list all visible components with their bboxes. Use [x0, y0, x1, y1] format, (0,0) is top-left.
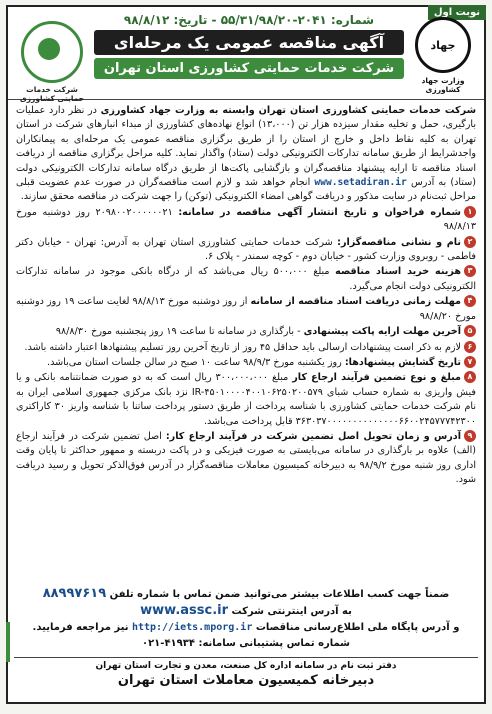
contact-line-1	[16, 586, 476, 603]
item-text: مبلغ ۳۰۰،۰۰۰،۰۰۰ ریال است که به دو صورت ضمانتنامه بانکی و یا فیش واریزی به شماره حساب شبای IR-۴۵۰۱۰۰۰۰۴۰۰۱۰۶۲۵۰۲۰۰۵۷۹ نزد بانک مرکزی جمهوری اسلامی ایران به نام شرکت خدمات حمایتی کشاورزی با شناسه پرداخت از طریق دستور پرداخت ساتنا با شناسه واریز ۳۰ کاراکتری ۳۶۳۰۳۷۰۰۰۰۰۰۰۰۰۰۰۰۰۰۶۶۰۰۲۴۵۷۷۷۴۲۳۰۰ قابل پرداخت می‌باشد.	[16, 372, 476, 427]
contact-line-2	[16, 603, 476, 620]
footer-band	[14, 657, 478, 696]
ministry-logo-caption: وزارت جهاد کشاورزی	[421, 76, 465, 94]
intro-text-1: در نظر دارد عملیات بارگیری، حمل و تخلیه مقدار سیزده هزار تن (۱۳،۰۰۰) انواع نهاده‌های کشاورزی از مبداء انبارهای شرکت در استان تهران به کلیه نقاط داخل و خارج از استان را از طریق برگزاری مناقصه عمومی یک مرحله‌ای به پیمانکاران واجدشرایط از طریق سامانه تدارکات الکترونیکی دولت (ستاد) واگذار نماید. کلیه مراحل برگزاری مناقصه از دریافت اسناد مناقصه تا ارایه پیشنهاد مناقصه‌گران و بازگشایی پاکت‌ها از طریق درگاه سامانه تدارکات الکترونیکی دولت (ستاد) به آدرس	[16, 105, 477, 189]
list-item	[16, 265, 476, 294]
notice-number: شماره: ۲۰۴۱-۵۵/۳۱/۹۸/۲۰ - تاریخ: ۹۸/۸/۱۲	[123, 13, 375, 27]
item-number-badge: ۷	[464, 356, 476, 368]
item-number-badge: ۱	[464, 206, 476, 218]
company-logo-caption: شرکت خدمات حمایتی کشاورزی	[19, 85, 85, 103]
contact-text: ضمناً جهت کسب اطلاعات بیشتر می‌توانید ضمن تماس با شماره تلفن	[109, 589, 450, 600]
notice-round-tag: نوبت اول	[428, 5, 486, 20]
item-label: نام و نشانی مناقصه‌گزار:	[337, 236, 461, 248]
list-item	[16, 206, 476, 235]
item-label: شماره فراخوان و تاریخ انتشار آگهی مناقصه در سامانه:	[178, 206, 461, 218]
item-text: از روز دوشنبه مورخ ۹۸/۸/۱۳ لغایت ساعت ۱۹ روز دوشنبه مورخ ۹۸/۸/۲۰	[16, 296, 476, 322]
notice-items	[16, 206, 476, 488]
list-item	[16, 356, 476, 370]
contact-line-3	[16, 620, 476, 636]
notice-header	[8, 7, 484, 103]
list-item	[16, 236, 476, 265]
company-logo	[18, 21, 86, 103]
wheat-emblem-icon	[21, 21, 83, 83]
jahad-emblem-icon: جهاد	[415, 17, 471, 73]
tender-notice	[6, 5, 486, 704]
iets-link[interactable]: http://iets.mporg.ir	[131, 622, 253, 633]
list-item	[16, 295, 476, 324]
item-text: لازم به ذکر است پیشنهادات ارسالی باید حداقل ۴۵ روز از تاریخ آخرین روز تسلیم پیشنهادها اعتبار داشته باشد.	[24, 341, 461, 353]
support-phone: شماره تماس پشتیبانی سامانه: ۴۱۹۳۴-۰۲۱	[141, 638, 351, 649]
item-text: روز یکشنبه مورخ ۹۸/۹/۳ ساعت ۱۰ صبح در سالن جلسات استان می‌باشد.	[47, 356, 345, 368]
title-block	[94, 13, 404, 79]
item-text: شرکت خدمات حمایتی کشاورزی استان تهران به آدرس: تهران - خیابان دکتر فاطمی - روبروی وزارت کشور - خیابان دوم - کوچه سمندر - پلاک ۶.	[16, 236, 476, 263]
item-label: آدرس و زمان تحویل اصل تضمین شرکت در فرآیند ارجاع کار:	[165, 430, 461, 442]
item-label: تاریخ گشایش پیشنهادها:	[344, 356, 461, 368]
notice-subtitle: شرکت خدمات حمایتی کشاورزی استان تهران	[94, 58, 404, 79]
item-number-badge: ۲	[464, 236, 476, 248]
commission-secretariat: دبیرخانه کمیسیون معاملات استان تهران	[117, 673, 375, 688]
contact-text: به آدرس اینترنتی شرکت	[231, 606, 352, 617]
assc-link[interactable]: www.assc.ir	[140, 603, 229, 618]
registration-office: دفتر ثبت نام در سامانه اداره کل صنعت، معدن و تجارت استان تهران	[95, 661, 397, 671]
item-text: ۲۰۹۸۰۰۲۰۰۰۰۰۰۲۱ روز دوشنبه مورخ ۹۸/۸/۱۳	[16, 206, 476, 233]
intro-text-2: انجام خواهد شد و لازم است مناقصه‌گران در صورت عدم عضویت قبلی مراحل ثبت‌نام در سایت مذکور و دریافت گواهی امضاء الکترونیکی (توکن) را جهت شرکت در مناقصه محقق سازند.	[16, 177, 476, 203]
item-label: مبلغ و نوع تضمین فرآیند ارجاع کار	[292, 372, 461, 384]
item-text: مبلغ ۵۰۰،۰۰۰ ریال می‌باشد که از درگاه بانکی موجود در سامانه تدارکات الکترونیکی دولت انجام می‌گیرد.	[16, 266, 476, 292]
side-decoration	[6, 622, 10, 662]
item-number-badge: ۳	[464, 265, 476, 277]
notice-body	[8, 100, 484, 492]
item-label: آخرین مهلت ارایه پاکت پیشنهادی	[303, 326, 461, 338]
ministry-logo	[412, 17, 474, 94]
item-number-badge: ۶	[464, 341, 476, 353]
item-number-badge: ۹	[464, 430, 476, 442]
list-item	[16, 341, 476, 355]
list-item	[16, 325, 476, 339]
contact-text: نیز مراجعه فرمایید.	[32, 622, 132, 633]
item-text: - بارگذاری در سامانه تا ساعت ۱۹ روز پنجشنبه مورخ ۹۸/۸/۳۰	[55, 326, 304, 338]
item-number-badge: ۵	[464, 325, 476, 337]
item-label: هزینه خرید اسناد مناقصه	[335, 266, 461, 278]
list-item	[16, 371, 476, 429]
item-text: اصل تضمین شرکت در فرآیند ارجاع (الف) علاوه بر بارگذاری در سامانه می‌بایستی به صورت فیزیکی و در پاکت دربسته و ممهور حداکثر تا پایان وقت اداری روز شنبه مورخ ۹۸/۹/۲ به دبیرخانه کمیسیون معاملات مناقصه‌گزار در آدرس فوق‌الذکر تحویل و رسید دریافت شود.	[16, 430, 476, 486]
intro-company: شرکت خدمات حمایتی کشاورزی استان تهران وابسته به وزارت جهاد کشاورزی	[100, 105, 477, 116]
notice-title: آگهی مناقصه عمومی یک مرحله‌ای	[94, 30, 404, 55]
contact-text: و آدرس پایگاه ملی اطلاع‌رسانی مناقصات	[255, 622, 460, 633]
setad-link[interactable]: www.setadiran.ir	[314, 177, 407, 189]
contact-info	[16, 586, 476, 652]
phone-number: ۸۸۹۹۷۶۱۹	[42, 586, 107, 601]
intro-paragraph	[16, 104, 476, 205]
list-item	[16, 430, 476, 488]
item-number-badge: ۸	[464, 371, 476, 383]
item-number-badge: ۴	[464, 295, 476, 307]
item-label: مهلت زمانی دریافت اسناد مناقصه از سامانه	[250, 296, 461, 308]
